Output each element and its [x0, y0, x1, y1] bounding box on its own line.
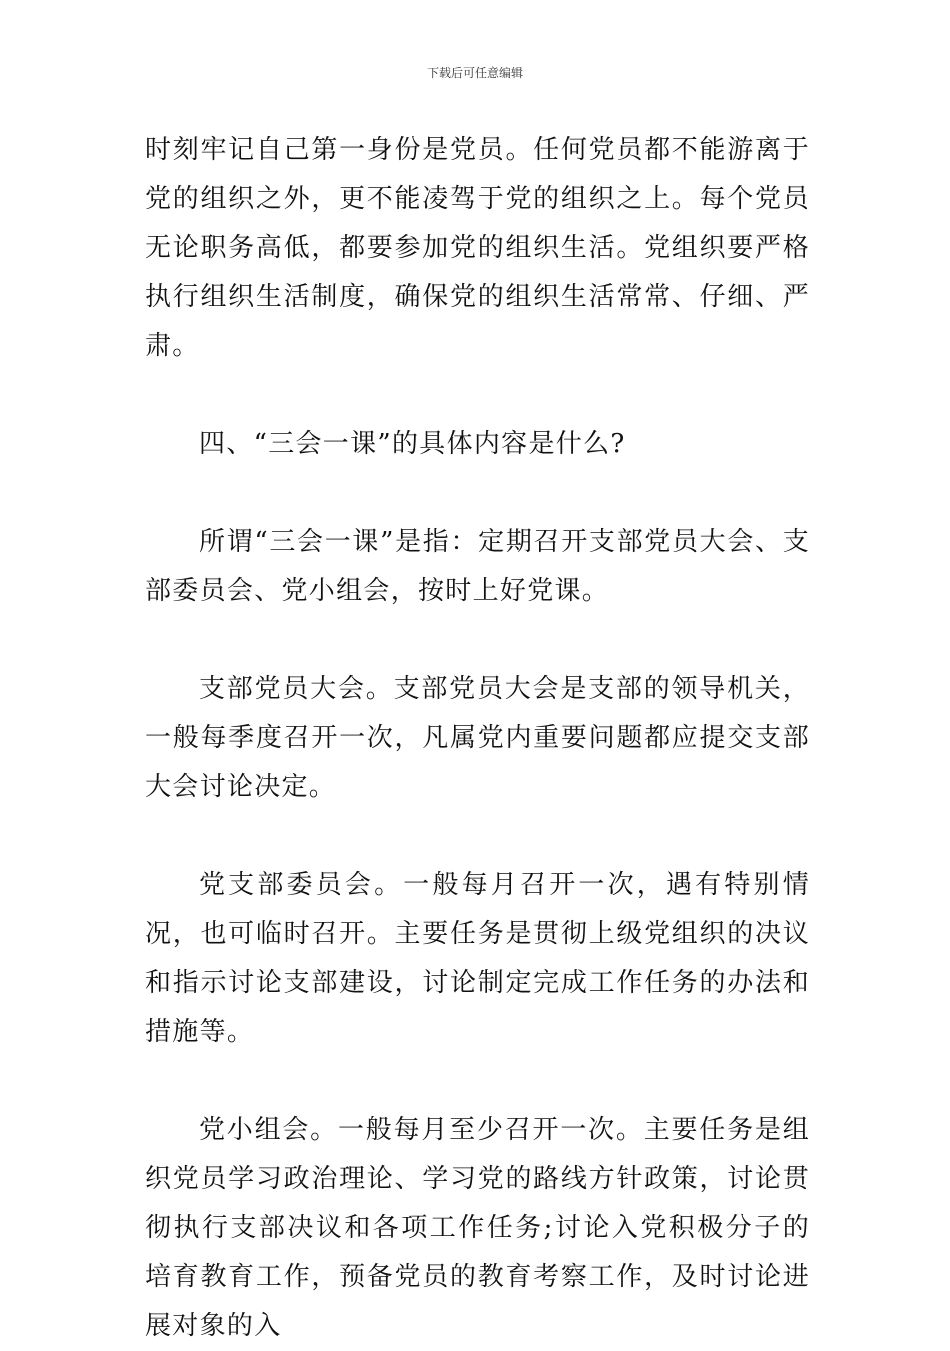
page-header-note: 下载后可任意编辑: [426, 66, 523, 80]
paragraph-party-group-meeting: 党小组会。一般每月至少召开一次。主要任务是组织党员学习政治理论、学习党的路线方针政策，讨论贯彻执行支部决议和各项工作任务;讨论入党积极分子的培育教育工作，预备党员的教育考察工作，及时讨论进展对象的入: [145, 1115, 810, 1341]
paragraph-branch-committee: 党支部委员会。一般每月召开一次，遇有特别情况，也可临时召开。主要任务是贯彻上级党组织的决议和指示讨论支部建设，讨论制定完成工作任务的办法和措施等。: [145, 870, 810, 1047]
paragraph-definition: 所谓“三会一课”是指：定期召开支部党员大会、支部委员会、党小组会，按时上好党课。: [145, 527, 810, 606]
paragraph-continuation: 时刻牢记自己第一身份是党员。任何党员都不能游离于党的组织之外，更不能凌驾于党的组织之上。每个党员无论职务高低，都要参加党的组织生活。党组织要严格执行组织生活制度，确保党的组织生活常常、仔细、严肃。: [145, 135, 810, 361]
section-heading: 四、“三会一课”的具体内容是什么?: [199, 429, 626, 459]
paragraph-branch-general-meeting: 支部党员大会。支部党员大会是支部的领导机关，一般每季度召开一次，凡属党内重要问题都应提交支部大会讨论决定。: [145, 674, 810, 802]
document-body: [145, 126, 810, 1351]
